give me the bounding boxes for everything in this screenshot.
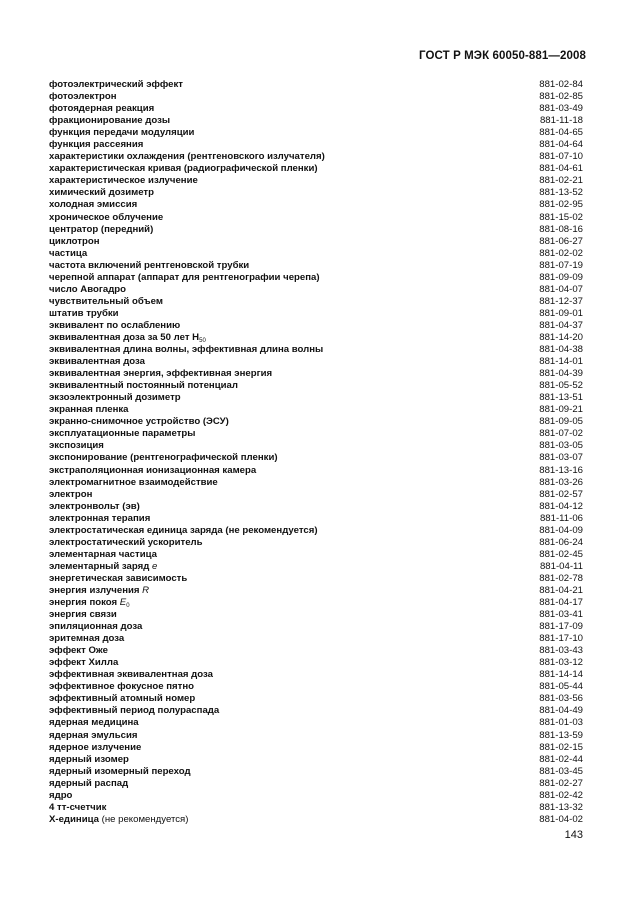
entry-term-text: экзоэлектронный дозиметр <box>49 392 181 404</box>
entry-term <box>49 187 154 199</box>
index-entry <box>49 416 583 428</box>
entry-code: 881-02-84 <box>539 79 583 90</box>
entry-term <box>49 368 272 380</box>
entry-code: 881-03-43 <box>539 645 583 657</box>
entry-code: 881-04-07 <box>539 283 583 295</box>
index-entry <box>49 489 583 501</box>
entry-code: 881-08-16 <box>539 223 583 235</box>
entry-term <box>49 705 219 717</box>
entry-term <box>49 561 157 573</box>
entry-code: 881-04-64 <box>539 139 583 151</box>
entry-term-text: эксплуатационные параметры <box>49 428 196 440</box>
entry-code: 881-03-05 <box>539 440 583 452</box>
entry-term-text: экранная пленка <box>49 404 129 416</box>
entry-term-text: фотоэлектрон <box>49 91 117 103</box>
entry-term <box>49 320 180 332</box>
entry-term <box>49 489 92 501</box>
entry-term <box>49 465 256 477</box>
entry-term <box>49 814 188 826</box>
entry-term-text: характеристическое излучение <box>49 175 198 187</box>
entry-term-text: эквивалентная энергия, эффективная энергия <box>49 368 273 380</box>
entry-term <box>49 693 195 705</box>
entry-term <box>49 525 318 537</box>
entry-term <box>49 452 278 464</box>
entry-term <box>49 513 150 525</box>
index-entry <box>49 308 583 320</box>
entry-term-text: функция рассеяния <box>49 139 144 151</box>
entry-code: 881-03-56 <box>539 693 583 705</box>
index-entry <box>49 452 583 464</box>
index-entry <box>49 236 583 248</box>
entry-term-text: 4 тт-счетчик <box>49 801 107 813</box>
entry-term-text: энергетическая зависимость <box>49 572 188 584</box>
entry-term-text: эквивалентная доза за 50 лет H <box>49 331 200 343</box>
entry-code: 881-13-32 <box>539 801 583 813</box>
entry-code: 881-04-61 <box>539 163 583 175</box>
entry-term <box>49 633 124 645</box>
entry-term-text: энергия излучения <box>49 584 143 596</box>
entry-term-text: ядро <box>49 789 73 801</box>
index-entry <box>49 802 583 814</box>
entry-term <box>49 416 229 428</box>
index-entry <box>49 501 583 513</box>
entry-term <box>49 151 325 163</box>
entry-term-text: Х-единица <box>49 813 99 825</box>
index-entry <box>49 212 583 224</box>
entry-term <box>49 308 119 320</box>
index-entry <box>49 585 583 597</box>
entry-term <box>49 657 118 669</box>
entry-code: 881-03-12 <box>539 657 583 669</box>
index-entry <box>49 356 583 368</box>
entry-term <box>49 79 183 91</box>
entry-term <box>49 573 187 585</box>
entry-term <box>49 754 129 766</box>
entry-term <box>49 356 145 368</box>
entry-code: 881-14-14 <box>539 669 583 681</box>
index-entry <box>49 404 583 416</box>
entry-code: 881-17-10 <box>539 633 583 645</box>
entry-term <box>49 91 117 103</box>
entry-term <box>49 139 143 151</box>
entry-term <box>49 742 141 754</box>
entry-term-text: эквивалент по ослаблению <box>49 319 181 331</box>
entry-code: 881-07-19 <box>539 259 583 271</box>
index-entry <box>49 742 583 754</box>
index-entry <box>49 248 583 260</box>
entry-term-text: эпиляционная доза <box>49 621 143 633</box>
entry-term <box>49 585 149 597</box>
entry-code: 881-02-44 <box>539 753 583 765</box>
entry-code: 881-04-65 <box>539 127 583 139</box>
index-entry <box>49 115 583 127</box>
index-entry <box>49 621 583 633</box>
entry-term-text: ядерный распад <box>49 777 129 789</box>
entry-code: 881-15-02 <box>539 211 583 223</box>
entry-symbol: R <box>142 584 150 596</box>
index-entry <box>49 224 583 236</box>
entry-term-text: эритемная доза <box>49 633 125 645</box>
entry-code: 881-04-09 <box>539 524 583 536</box>
entry-term <box>49 199 137 211</box>
entry-term <box>49 477 218 489</box>
index-entry <box>49 320 583 332</box>
entry-term-text: функция передачи модуляции <box>49 127 195 139</box>
entry-term-text: элементарная частица <box>49 548 157 560</box>
entry-code: 881-07-10 <box>539 151 583 163</box>
index-entry <box>49 260 583 272</box>
entry-term <box>49 790 72 802</box>
entry-code: 881-04-11 <box>539 560 583 572</box>
entry-term-text: ядерное излучение <box>49 741 142 753</box>
index-entry <box>49 440 583 452</box>
index-entry <box>49 537 583 549</box>
entry-term <box>49 115 170 127</box>
entry-term-text: фракционирование дозы <box>49 115 171 127</box>
entry-code: 881-05-52 <box>539 380 583 392</box>
entry-term-text: эквивалентная доза <box>49 356 145 368</box>
entry-term <box>49 549 157 561</box>
entry-term-text: характеристики охлаждения (рентгеновского излучателя) <box>49 151 325 163</box>
entry-term <box>49 224 153 236</box>
entry-term-text: химический дозиметр <box>49 187 154 199</box>
index-entry <box>49 513 583 525</box>
index-entry <box>49 127 583 139</box>
entry-term <box>49 260 249 272</box>
entry-code: 881-09-01 <box>539 307 583 319</box>
index-entry <box>49 465 583 477</box>
entry-code: 881-04-38 <box>539 344 583 356</box>
entry-code: 881-14-01 <box>539 356 583 368</box>
index-entry <box>49 199 583 211</box>
index-entry <box>49 428 583 440</box>
entry-term-text: холодная эмиссия <box>49 199 138 211</box>
entry-term <box>49 296 163 308</box>
entry-code: 881-02-57 <box>539 488 583 500</box>
entry-code: 881-02-95 <box>539 199 583 211</box>
entry-term-text: характеристическая кривая (радиографической пленки) <box>49 163 318 175</box>
entry-term-text: фотоэлектрический эффект <box>49 79 183 90</box>
entry-term-text: электростатический ускоритель <box>49 536 203 548</box>
index-entry <box>49 657 583 669</box>
entry-term <box>49 537 203 549</box>
index-entry <box>49 525 583 537</box>
entry-term <box>49 440 104 452</box>
index-entry <box>49 778 583 790</box>
index-entry <box>49 368 583 380</box>
entry-code: 881-04-49 <box>539 705 583 717</box>
entry-term <box>49 103 154 115</box>
entry-term <box>49 730 137 742</box>
entry-code: 881-02-45 <box>539 548 583 560</box>
entry-term-text: ядерный изомер <box>49 753 129 765</box>
index-entry <box>49 163 583 175</box>
document-header: ГОСТ Р МЭК 60050-881—2008 <box>419 50 586 62</box>
entry-code: 881-11-18 <box>539 115 583 127</box>
entry-code: 881-17-09 <box>539 621 583 633</box>
entry-symbol: E <box>119 597 127 609</box>
entry-code: 881-03-45 <box>539 765 583 777</box>
entry-code: 881-04-12 <box>539 500 583 512</box>
index-entry <box>49 284 583 296</box>
entry-code: 881-09-05 <box>539 416 583 428</box>
entry-code: 881-04-21 <box>539 584 583 596</box>
entry-code: 881-03-07 <box>539 452 583 464</box>
index-entry <box>49 693 583 705</box>
entry-term-text: число Авогадро <box>49 283 126 295</box>
entry-code: 881-02-02 <box>539 247 583 259</box>
index-entry <box>49 380 583 392</box>
index-entry <box>49 151 583 163</box>
entry-code: 881-01-03 <box>539 717 583 729</box>
entry-term <box>49 802 106 814</box>
entry-term <box>49 778 128 790</box>
entry-code: 881-07-02 <box>539 428 583 440</box>
entry-code: 881-04-37 <box>539 319 583 331</box>
entry-code: 881-05-44 <box>539 681 583 693</box>
entry-term <box>49 766 191 778</box>
entry-code: 881-09-21 <box>539 404 583 416</box>
entry-code: 881-11-06 <box>539 512 583 524</box>
index-entry <box>49 730 583 742</box>
entry-term <box>49 212 163 224</box>
entry-code: 881-02-15 <box>539 741 583 753</box>
index-entry <box>49 187 583 199</box>
index-entry <box>49 766 583 778</box>
index-entry <box>49 717 583 729</box>
index-entry <box>49 272 583 284</box>
entry-term <box>49 609 117 621</box>
entry-term-text: электромагнитное взаимодействие <box>49 476 218 488</box>
entry-symbol: e <box>151 560 158 572</box>
entry-term-text: хроническое облучение <box>49 211 164 223</box>
entry-code: 881-03-49 <box>539 103 583 115</box>
entry-term-text: ядерная медицина <box>49 717 139 729</box>
index-entry <box>49 645 583 657</box>
index-entry <box>49 790 583 802</box>
entry-code: 881-04-02 <box>539 813 583 825</box>
entry-term-text: экранно-снимочное устройство (ЭСУ) <box>49 416 229 428</box>
entry-term <box>49 380 238 392</box>
entry-code: 881-02-85 <box>539 91 583 103</box>
term-index-list <box>49 79 583 826</box>
entry-term-text: эффект Оже <box>49 645 108 657</box>
entry-code: 881-06-27 <box>539 235 583 247</box>
entry-code: 881-02-21 <box>539 175 583 187</box>
entry-code: 881-13-52 <box>539 187 583 199</box>
index-entry <box>49 477 583 489</box>
entry-term <box>49 127 194 139</box>
entry-term-text: эффективный период полураспада <box>49 705 220 717</box>
entry-term-text: чувствительный объем <box>49 295 163 307</box>
entry-term-text: экспонирование (рентгенографической пленки) <box>49 452 278 464</box>
index-entry <box>49 814 583 826</box>
index-entry <box>49 549 583 561</box>
entry-code: 881-09-09 <box>539 271 583 283</box>
index-entry <box>49 91 583 103</box>
entry-term-text: циклотрон <box>49 235 100 247</box>
entry-term-text: частица <box>49 247 88 259</box>
entry-term-text: ядерная эмульсия <box>49 729 138 741</box>
entry-term <box>49 163 318 175</box>
index-entry <box>49 597 583 609</box>
index-entry <box>49 633 583 645</box>
index-entry <box>49 139 583 151</box>
entry-term-text: ядерный изомерный переход <box>49 765 191 777</box>
entry-term <box>49 392 181 404</box>
entry-code: 881-03-41 <box>539 609 583 621</box>
entry-term <box>49 501 140 513</box>
entry-term <box>49 248 87 260</box>
entry-term-text: эффективный атомный номер <box>49 693 196 705</box>
entry-code: 881-02-78 <box>539 572 583 584</box>
entry-term <box>49 428 195 440</box>
entry-term-text: эффективная эквивалентная доза <box>49 669 213 681</box>
index-entry <box>49 669 583 681</box>
entry-term <box>49 669 213 681</box>
entry-term <box>49 717 139 729</box>
entry-term-text: черепной аппарат (аппарат для рентгенографии черепа) <box>49 271 320 283</box>
index-entry <box>49 103 583 115</box>
index-entry <box>49 296 583 308</box>
entry-term-text: энергия покоя <box>49 597 120 609</box>
entry-term-text: экспозиция <box>49 440 104 452</box>
entry-term <box>49 681 194 693</box>
entry-term-text: энергия связи <box>49 609 117 621</box>
entry-code: 881-12-37 <box>539 295 583 307</box>
entry-term-text: электростатическая единица заряда (не рекомендуется) <box>49 524 318 536</box>
entry-subscript: 50 <box>199 337 206 344</box>
entry-term <box>49 344 323 356</box>
entry-code: 881-02-27 <box>539 777 583 789</box>
entry-subscript: 0 <box>126 603 130 610</box>
entry-term-text: экстраполяционная ионизационная камера <box>49 464 257 476</box>
entry-term-text: электронная терапия <box>49 512 151 524</box>
entry-term <box>49 284 126 296</box>
page-number: 143 <box>564 829 583 841</box>
entry-term-text: фотоядерная реакция <box>49 103 155 115</box>
entry-code: 881-13-51 <box>539 392 583 404</box>
entry-term-text: центратор (передний) <box>49 223 154 235</box>
entry-term-text: эффективное фокусное пятно <box>49 681 195 693</box>
entry-term-text: электрон <box>49 488 93 500</box>
index-entry <box>49 681 583 693</box>
index-entry <box>49 392 583 404</box>
entry-term <box>49 175 198 187</box>
entry-code: 881-04-17 <box>539 597 583 609</box>
entry-term <box>49 236 100 248</box>
index-entry <box>49 175 583 187</box>
entry-term <box>49 621 142 633</box>
entry-code: 881-03-26 <box>539 476 583 488</box>
entry-code: 881-13-16 <box>539 464 583 476</box>
entry-term-text: эквивалентный постоянный потенциал <box>49 380 238 392</box>
index-entry <box>49 754 583 766</box>
entry-code: 881-14-20 <box>539 331 583 343</box>
entry-term-text: эквивалентная длина волны, эффективная длина волны <box>49 344 324 356</box>
entry-code: 881-06-24 <box>539 536 583 548</box>
entry-code: 881-02-42 <box>539 789 583 801</box>
entry-term <box>49 404 129 416</box>
entry-term-text: электронвольт (эв) <box>49 500 140 512</box>
index-entry <box>49 79 583 91</box>
entry-note: (не рекомендуется) <box>98 813 189 825</box>
index-entry <box>49 561 583 573</box>
index-entry <box>49 573 583 585</box>
entry-term <box>49 645 108 657</box>
entry-code: 881-13-59 <box>539 729 583 741</box>
entry-term <box>49 272 320 284</box>
entry-term-text: частота включений рентгеновской трубки <box>49 259 250 271</box>
index-entry <box>49 344 583 356</box>
entry-term-text: штатив трубки <box>49 307 119 319</box>
index-entry <box>49 332 583 344</box>
entry-term-text: элементарный заряд <box>49 560 152 572</box>
entry-term-text: эффект Хилла <box>49 657 119 669</box>
index-entry <box>49 705 583 717</box>
entry-code: 881-04-39 <box>539 368 583 380</box>
